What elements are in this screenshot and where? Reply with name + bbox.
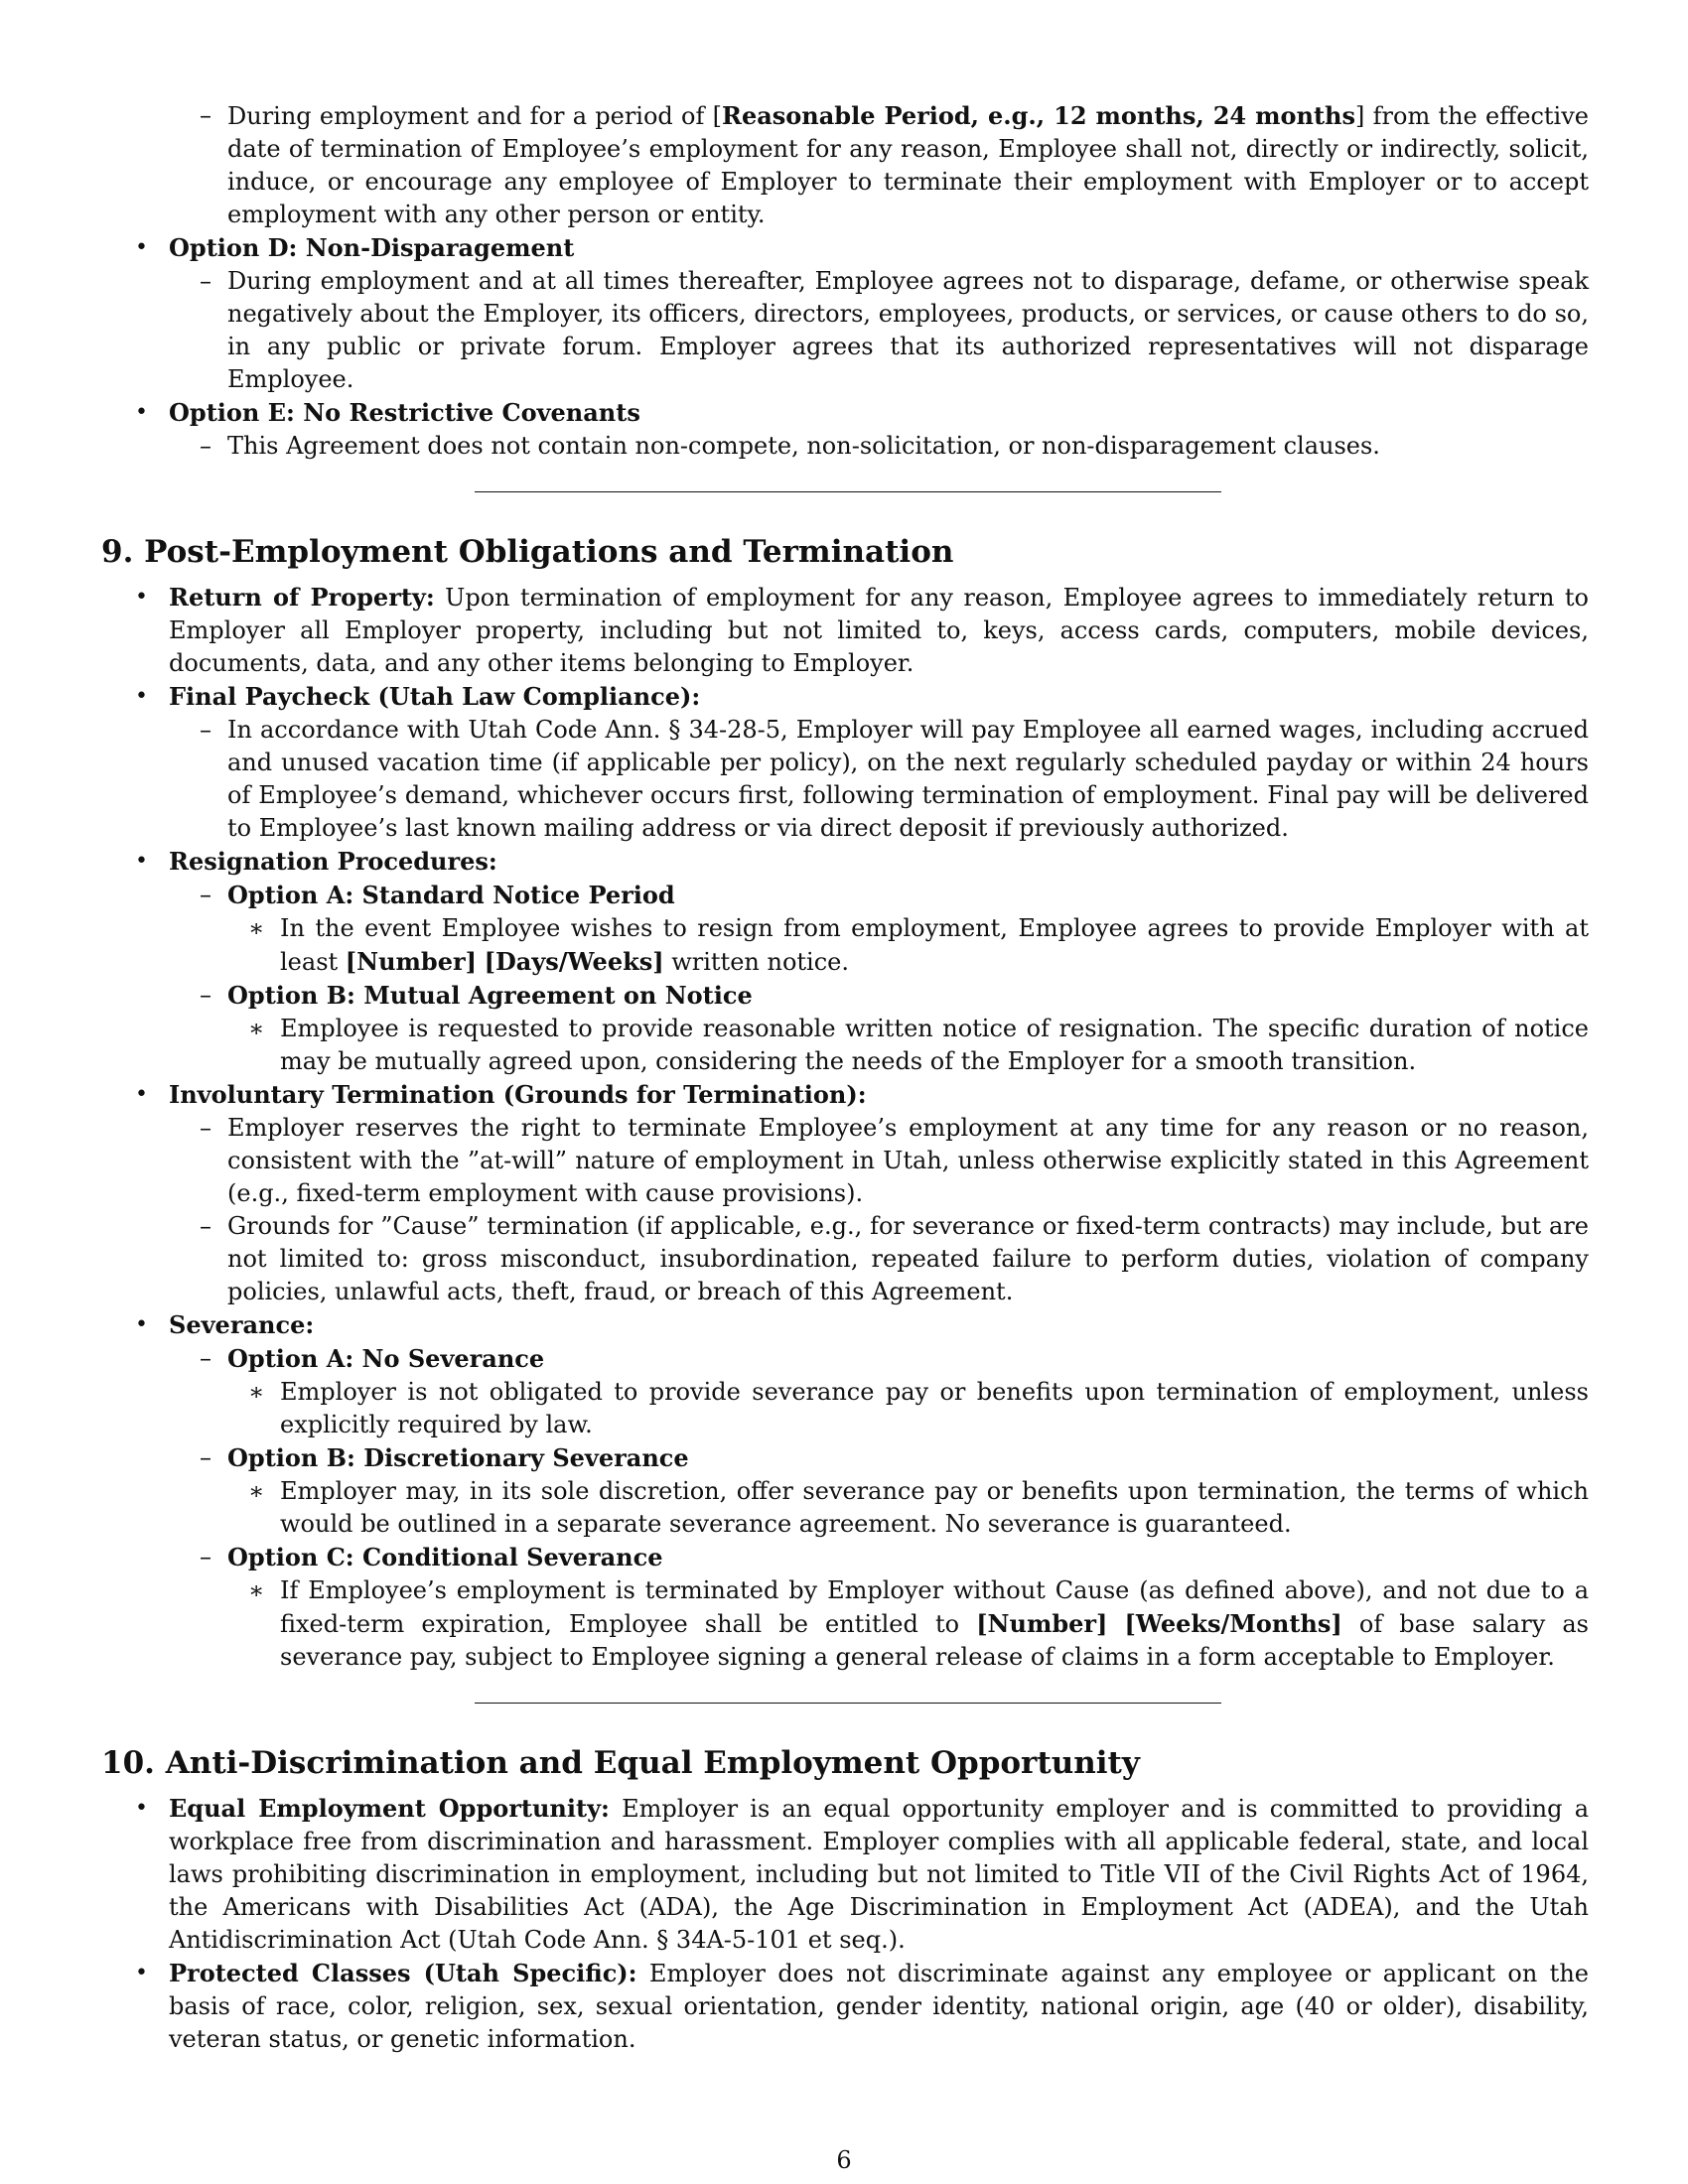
involuntary-item: • Involuntary Termination (Grounds for Termination): <box>135 1080 867 1109</box>
involuntary-text-1: – Employer reserves the right to terminate Employee’s employment at any time for any reason or no reason, consistent with the ”at-will” nature of employment in Utah, unless otherwise explicitly stated in this Agreement (e.g., fixed-term employment with cause provisions). <box>200 1114 1589 1207</box>
resignation-item: • Resignation Procedures: <box>135 847 497 876</box>
severance-option-b-text: ∗ Employer may, in its sole discretion, offer severance pay or benefits upon termination, the terms of which would be outlined in a separate severance agreement. No severance is guaranteed. <box>248 1477 1589 1538</box>
severance-option-b: – Option B: Discretionary Severance <box>200 1443 689 1472</box>
resignation-option-b: – Option B: Mutual Agreement on Notice <box>200 981 753 1010</box>
severance-option-a: – Option A: No Severance <box>200 1344 545 1373</box>
resignation-option-b-text: ∗ Employee is requested to provide reasonable written notice of resignation. The specific duration of notice may be mutually agreed upon, considering the needs of the Employer for a smooth transition. <box>248 1015 1589 1075</box>
option-e-text: – This Agreement does not contain non-compete, non-solicitation, or non-disparagement clauses. <box>200 432 1380 460</box>
severance-option-c-text: ∗ If Employee’s employment is terminated by Employer without Cause (as defined above), and not due to a fixed-term expiration, Employee shall be entitled to [Number] [Weeks/Months] of base salary as severance pay, subject to Employee signing a general release of claims in a form acceptable to Employer. <box>248 1576 1589 1671</box>
option-d-item <box>99 231 1589 265</box>
resignation-option-a-text: ∗ In the event Employee wishes to resign from employment, Employee agrees to provide Employer with at least [Number] [Days/Weeks] written notice. <box>248 914 1589 976</box>
severance-item: • Severance: <box>135 1310 315 1339</box>
severance-option-c: – Option C: Conditional Severance <box>200 1543 663 1571</box>
bullet-marker: • <box>135 235 148 260</box>
involuntary-text-2: – Grounds for ”Cause” termination (if applicable, e.g., for severance or fixed-term contracts) may include, but are not limited to: gross misconduct, insubordination, repeated failure to perform duties, violation of company policies, unlawful acts, theft, fraud, or breach of this Agreement. <box>200 1212 1589 1305</box>
document-page <box>99 99 1589 2056</box>
section-10-title: 10. Anti-Discrimination and Equal Employment Opportunity <box>101 1745 1140 1781</box>
option-d-text: – During employment and at all times thereafter, Employee agrees not to disparage, defame, or otherwise speak negatively about the Employer, its officers, directors, employees, products, or services, or cause others to do so, in any public or private forum. Employer agrees that its authorized representatives will not disparage Employee. <box>200 267 1589 393</box>
option-e-item: • Option E: No Restrictive Covenants <box>135 398 640 427</box>
page-number: 6 <box>836 2146 852 2174</box>
severance-option-a-text: ∗ Employer is not obligated to provide severance pay or benefits upon termination of employment, unless explicitly required by law. <box>248 1378 1589 1438</box>
final-paycheck-item: • Final Paycheck (Utah Law Compliance): <box>135 682 701 711</box>
option-d-heading: Option D: Non-Disparagement <box>169 233 575 262</box>
dash-marker: – <box>200 101 211 129</box>
resignation-option-a: – Option A: Standard Notice Period <box>200 881 675 909</box>
section-9-title: 9. Post-Employment Obligations and Termination <box>101 534 954 570</box>
solicitation-clause: – During employment and for a period of [Reasonable Period, e.g., 12 months, 24 months] from the effective date of termination of Employee’s employment for any reason, Employee shall not, directly or indirectly, solicit, induce, or encourage any employee of Employer to terminate their employment with Employer or to accept employment with any other person or entity. <box>200 101 1589 228</box>
placeholder-period: Reasonable Period, e.g., 12 months, 24 months <box>722 101 1356 130</box>
protected-classes-item: • Protected Classes (Utah Specific): Employer does not discriminate against any employee or applicant on the basis of race, color, religion, sex, sexual orientation, gender identity, national origin, age (40 or older), disability, veteran status, or genetic information. <box>135 1959 1589 2053</box>
return-property-item: • Return of Property: Upon termination of employment for any reason, Employee agrees to immediately return to Employer all Employer property, including but not limited to, keys, access cards, computers, mobile devices, documents, data, and any other items belonging to Employer. <box>135 583 1589 677</box>
option-e-heading: Option E: No Restrictive Covenants <box>169 398 640 427</box>
final-paycheck-text: – In accordance with Utah Code Ann. § 34-28-5, Employer will pay Employee all earned wages, including accrued and unused vacation time (if applicable per policy), on the next regularly scheduled payday or within 24 hours of Employee’s demand, whichever occurs first, following termination of employment. Final pay will be delivered to Employee’s last known mailing address or via direct deposit if previously authorized. <box>200 716 1589 842</box>
eeo-item: • Equal Employment Opportunity: Employer is an equal opportunity employer and is committed to providing a workplace free from discrimination and harassment. Employer complies with all applicable federal, state, and local laws prohibiting discrimination in employment, including but not limited to Title VII of the Civil Rights Act of 1964, the Americans with Disabilities Act (ADA), the Age Discrimination in Employment Act (ADEA), and the Utah Antidiscrimination Act (Utah Code Ann. § 34A-5-101 et seq.). <box>135 1794 1589 1954</box>
